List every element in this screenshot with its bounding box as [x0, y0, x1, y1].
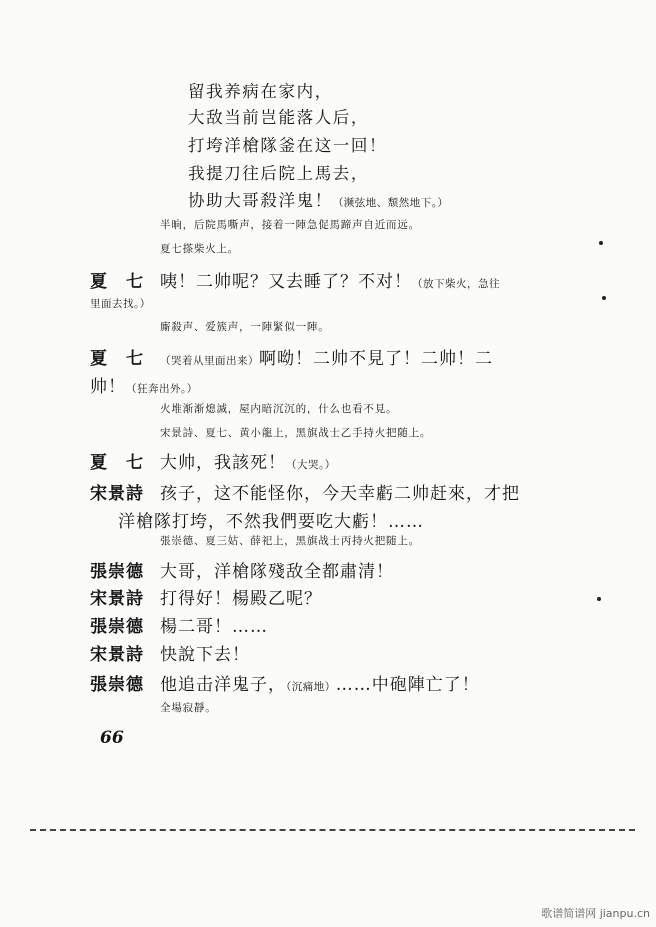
verse-line-1: 留我养病在家内，: [188, 82, 333, 101]
speaker-name: 宋景詩: [90, 645, 144, 665]
speaker-name: 張崇德: [90, 562, 144, 582]
dialogue-text: 咦！二帅呢？又去睡了？不对！: [160, 272, 412, 292]
speaker-name: 夏 七: [90, 349, 144, 369]
dialogue-text: 打得好！楊殿乙呢？: [160, 589, 322, 609]
speaker-name: 宋景詩: [90, 589, 144, 609]
dialogue-text: 孩子，这不能怪你，今天幸虧二帅赶來，才把: [160, 484, 520, 504]
dialogue-text: 楊二哥！……: [160, 617, 268, 637]
stage-note: （放下柴火，急往: [412, 278, 500, 290]
verse-line-5-text: 协助大哥殺洋鬼！: [188, 191, 333, 210]
stage-direction: 半晌，后院馬嘶声，接着一陣急促馬蹄声自近而远。: [160, 219, 420, 231]
stage-direction: 全場寂靜。: [160, 702, 217, 714]
stage-direction: 廝殺声、爱簇声，一陣緊似一陣。: [160, 321, 330, 333]
dialogue-line: [160, 344, 493, 369]
ink-speck: [602, 296, 606, 300]
speaker-name: 張崇德: [90, 675, 144, 695]
ink-speck: [597, 597, 601, 601]
dialogue-text: 帅！: [90, 377, 126, 397]
stage-direction: 張崇德、夏三姑、薛祀上，黑旗战士丙持火把随上。: [160, 535, 420, 547]
stage-note-continuation: 里面去找。）: [90, 298, 151, 310]
stage-note: （沉痛地）: [286, 681, 336, 693]
dialogue-text: 他追击洋鬼子，: [160, 675, 286, 695]
stage-direction: 夏七搽柴火上。: [160, 243, 240, 255]
page-number: 66: [100, 728, 124, 748]
ink-speck: [599, 241, 603, 245]
watermark: 歌谱简谱网 jianpu.cn: [541, 907, 650, 920]
speaker-name: 夏 七: [90, 453, 144, 473]
stage-note: （狂奔出外。）: [126, 383, 198, 395]
verse-line-4: 我提刀往后院上馬去，: [188, 164, 369, 183]
dialogue-text: 快說下去！: [160, 645, 250, 665]
dialogue-text: ……中砲陣亡了！: [335, 675, 480, 695]
dialogue-continuation: 洋槍隊打垮，不然我們要吃大虧！……: [118, 512, 424, 532]
dialogue-text: 大帅，我該死！: [160, 453, 286, 473]
dialogue-line: [160, 448, 336, 473]
bottom-rule: [30, 829, 635, 831]
speaker-name: 張崇德: [90, 617, 144, 637]
dialogue-continuation: [90, 372, 198, 397]
verse-line-2: 大敌当前岂能落人后，: [188, 108, 369, 127]
stage-direction: 火堆渐渐熄滅，屋内暗沉沉的，什么也看不見。: [160, 403, 398, 415]
verse-line-3: 打垮洋槍隊釜在这一回！: [188, 136, 388, 155]
stage-direction: 宋景詩、夏七、黄小龍上，黑旗战士乙手持火把随上。: [160, 427, 432, 439]
verse-line-5: [188, 187, 449, 211]
speaker-name: 夏 七: [90, 272, 144, 292]
dialogue-text: 大哥，洋槍隊殘敌全都肅清！: [160, 562, 394, 582]
dialogue-line: [160, 267, 500, 292]
dialogue-text: 啊呦！二帅不見了！二帅！二: [259, 349, 493, 369]
stage-note: （濒弦地、颓然地下。）: [332, 197, 449, 209]
speaker-name: 宋景詩: [90, 484, 144, 504]
stage-note: （大哭。）: [286, 459, 336, 471]
stage-note: （哭着从里面出来）: [160, 355, 259, 367]
dialogue-line: [160, 670, 480, 695]
